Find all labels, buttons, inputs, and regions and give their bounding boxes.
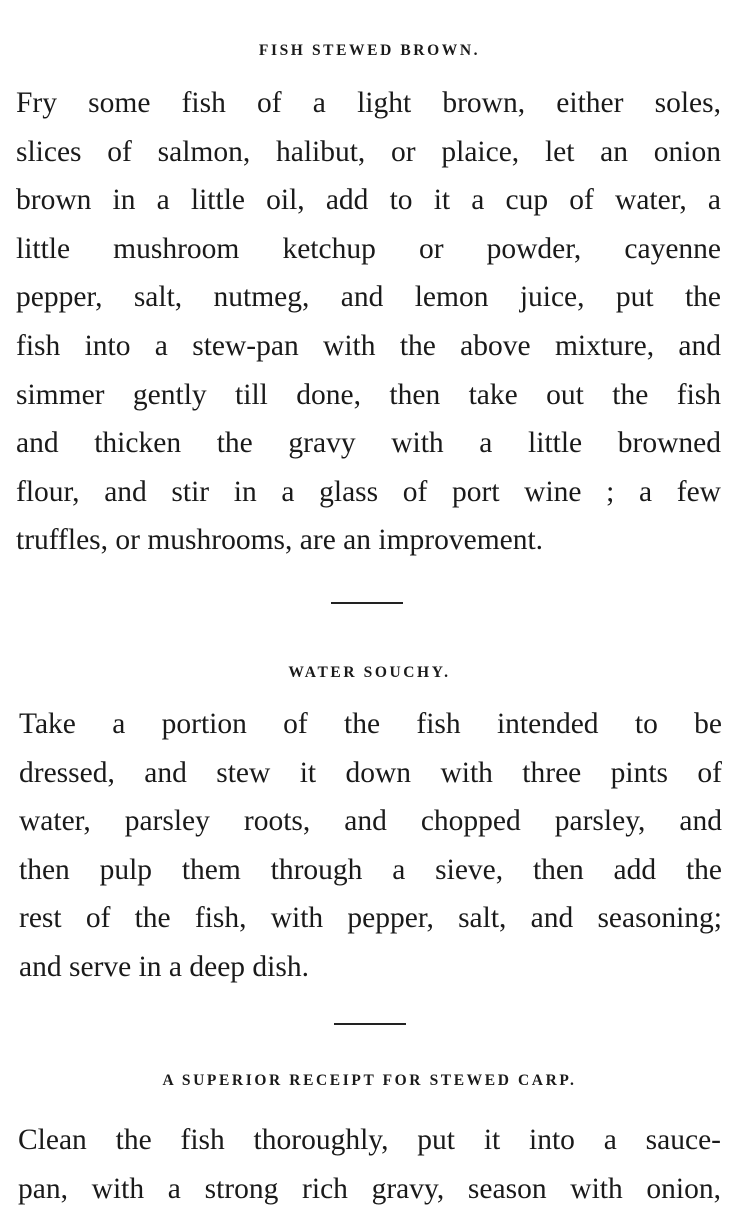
text-line: little mushroom ketchup or powder, cayenne [16,232,721,265]
section-divider [331,602,403,604]
recipe-heading-water-souchy: WATER SOUCHY. [288,664,451,681]
text-line: and serve in a deep dish. [19,950,309,983]
text-line: dressed, and stew it down with three pints of [19,756,722,789]
text-line: then pulp them through a sieve, then add the [19,853,722,886]
recipe-heading-fish-stewed-brown: FISH STEWED BROWN. [258,42,481,59]
text-line: Fry some fish of a light brown, either soles, [16,87,721,119]
text-line: rest of the fish, with pepper, salt, and seasoning; [19,902,722,935]
text-line: Take a portion of the fish intended to be [19,708,722,740]
text-line: slices of salmon, halibut, or plaice, let an onion [16,135,721,168]
text-line: water, parsley roots, and chopped parsley, and [19,805,722,838]
recipe-body-stewed-carp [18,1116,721,1213]
section-divider [334,1023,406,1025]
text-line: fish into a stew-pan with the above mixture, and [16,329,721,362]
text-line: truffles, or mushrooms, are an improvement. [16,524,544,557]
recipe-heading-stewed-carp: A SUPERIOR RECEIPT FOR STEWED CARP. [162,1072,577,1089]
text-line: pepper, salt, nutmeg, and lemon juice, put the [16,281,721,314]
text-line: simmer gently till done, then take out the fish [16,378,721,411]
text-line: brown in a little oil, add to it a cup of water, a [16,184,721,217]
recipe-body-fish-stewed-brown [16,79,721,565]
text-line: and thicken the gravy with a little browned [16,427,721,460]
recipe-body-water-souchy [19,700,722,992]
text-line: Clean the fish thoroughly, put it into a sauce- [18,1124,721,1156]
text-line: pan, with a strong rich gravy, season with onion, [18,1172,721,1205]
text-line: flour, and stir in a glass of port wine ; a few [16,475,721,508]
